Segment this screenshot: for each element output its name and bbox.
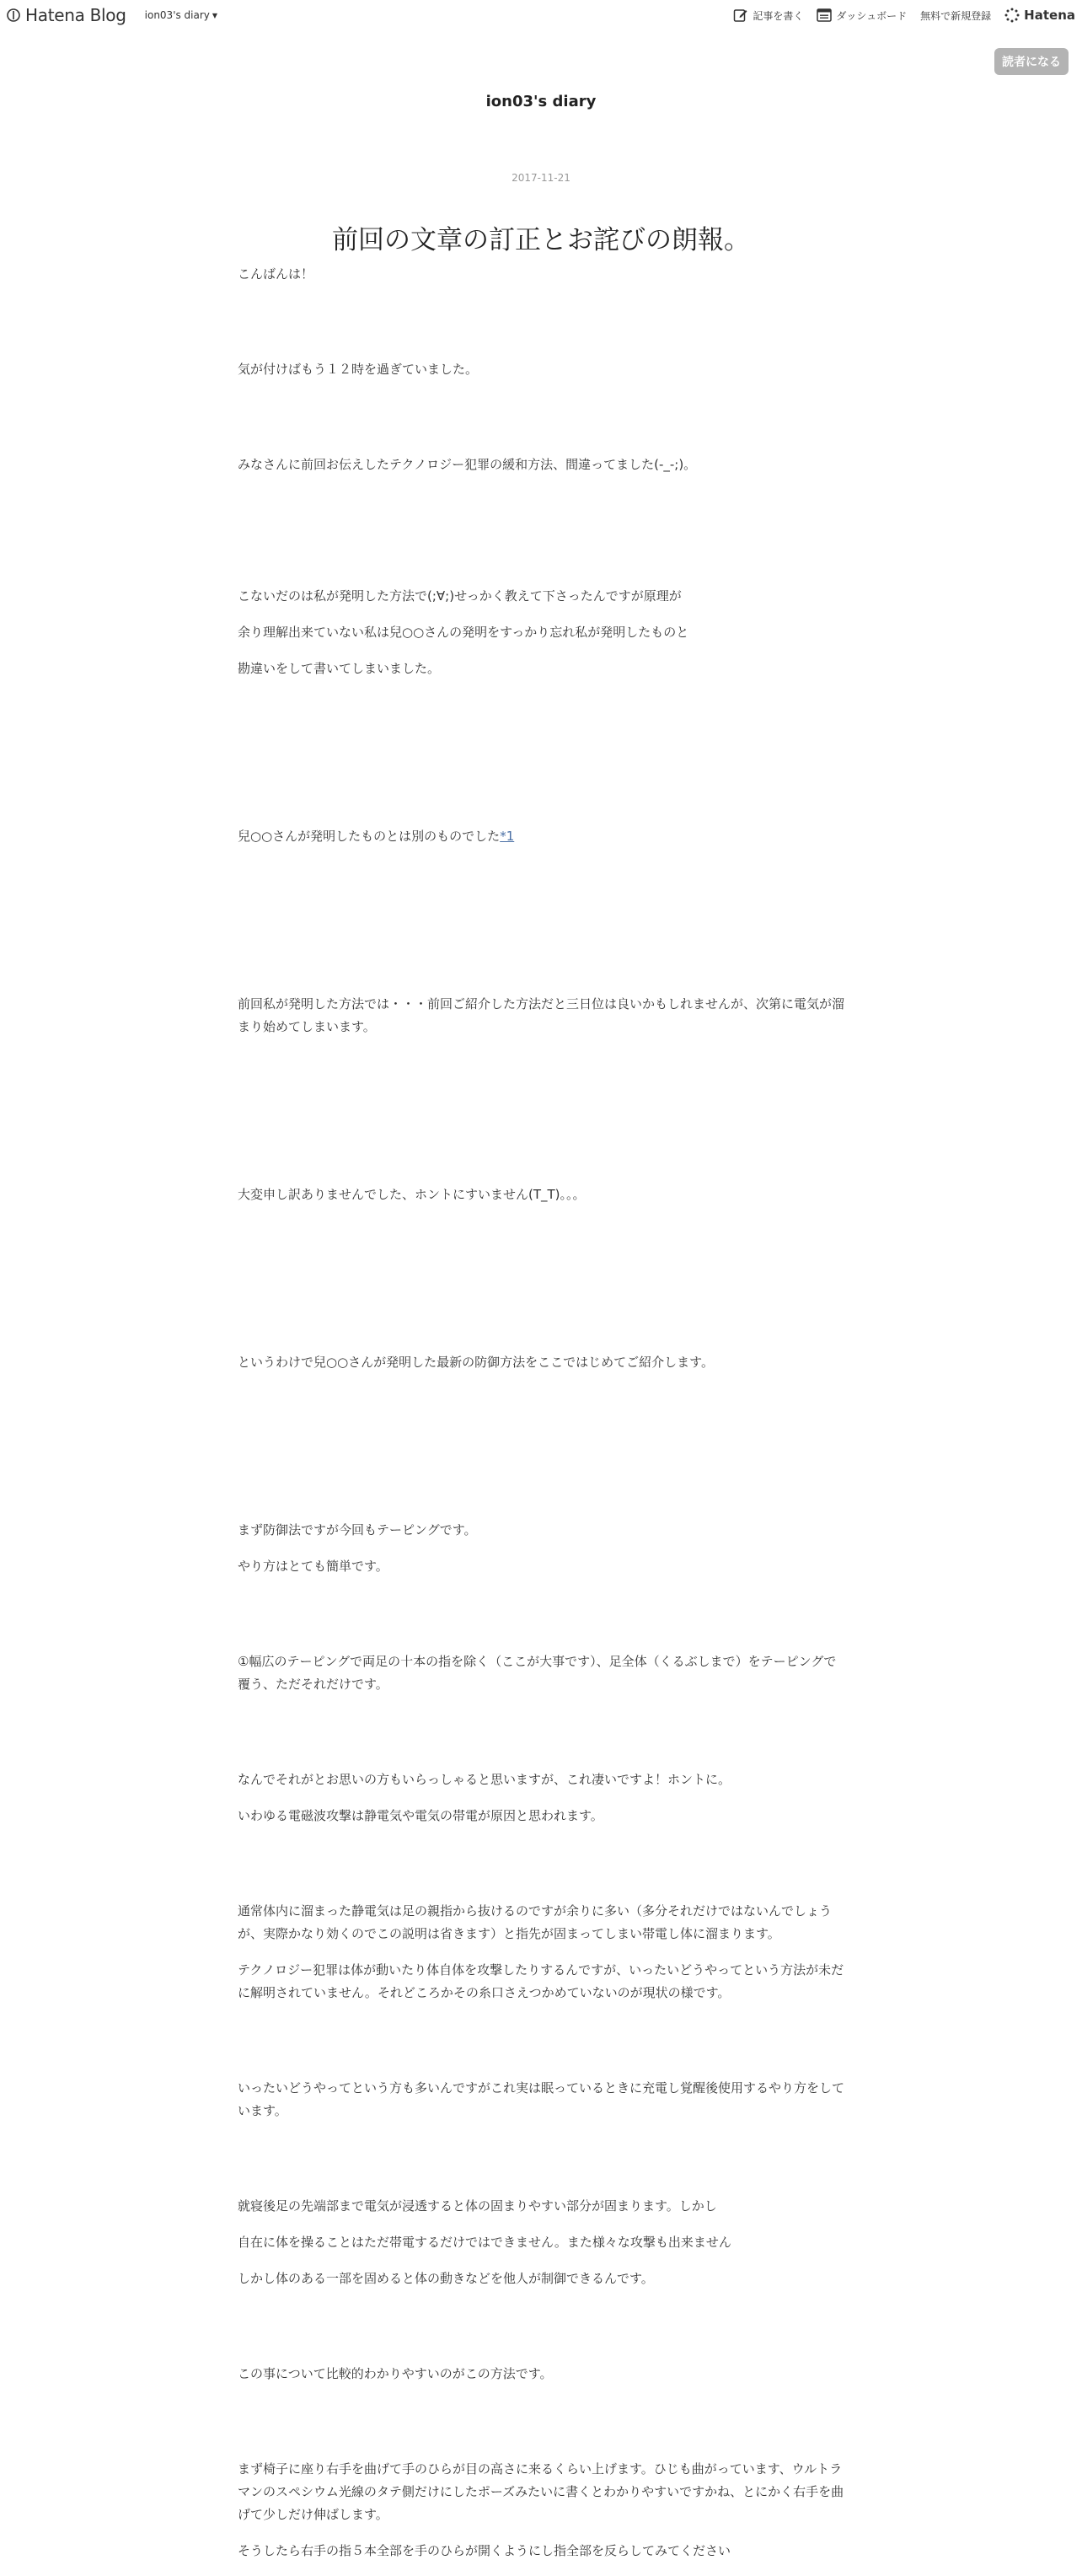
paragraph: この事について比較的わかりやすいのがこの方法です。	[238, 2366, 553, 2381]
brand-label: Hatena Blog	[25, 5, 126, 25]
blog-switcher-label: ion03's diary	[144, 9, 210, 21]
paragraph: みなさんに前回お伝えしたテクノロジー犯罪の緩和方法、間違ってました(-_-;)。	[238, 457, 697, 472]
hatena-blog-logo[interactable]	[7, 5, 126, 25]
write-entry-label: 記事を書く	[753, 9, 804, 22]
paragraph: 余り理解出来ていない私は兒○○さんの発明をすっかり忘れ私が発明したものと	[238, 625, 689, 640]
paragraph: なんでそれがとお思いの方もいらっしゃると思いますが、これ凄いですよ！ホントに。	[238, 1772, 731, 1787]
paragraph: 勘違いをして書いてしまいました。	[238, 661, 441, 676]
caret-down-icon: ▼	[212, 11, 218, 19]
paragraph: やり方はとても簡単です。	[238, 1559, 388, 1574]
paragraph-with-footnote: 兒○○さんが発明したものとは別のものでした*1	[238, 829, 515, 844]
hatena-menu[interactable]	[1004, 8, 1075, 23]
dashboard-label: ダッシュボード	[836, 9, 908, 22]
blog-switcher[interactable]	[145, 9, 217, 21]
paragraph: そうしたら右手の指５本全部を手のひらが開くようにし指全部を反らしてみてください	[238, 2543, 731, 2558]
footnote-link[interactable]: *1	[500, 829, 515, 844]
paragraph: まず椅子に座り右手を曲げて手のひらが目の高さに来るくらい上げます。ひじも曲がっています、ウルトラマンのスペシウム光線のタテ側だけにしたポーズみたいに書くとわかりやすいですかね、とにかく右手を曲げて少しだけ伸ばします。	[238, 2461, 844, 2522]
paragraph: こんばんは！	[238, 266, 314, 282]
hatena-blog-icon	[7, 8, 20, 23]
paragraph: いわゆる電磁波攻撃は静電気や電気の帯電が原因と思われます。	[238, 1808, 603, 1823]
global-header	[0, 0, 1082, 30]
entry-content	[238, 263, 844, 2576]
paragraph: テクノロジー犯罪は体が動いたり体自体を攻撃したりするんですが、いったいどうやってという方法が未だに解明されていません。それどころかその糸口さえつかめていないのが現状の様です。	[238, 1962, 844, 2000]
write-entry-link[interactable]	[733, 8, 803, 23]
paragraph: ①幅広のテーピングで両足の十本の指を除く（ここが大事です）、足全体（くるぶしまで）をテーピングで覆う、ただそれだけです。	[238, 1654, 837, 1692]
paragraph: 通常体内に溜まった静電気は足の親指から抜けるのですが余りに多い（多分それだけではないんでしょうが、実際かなり効くのでこの説明は省きます）と指先が固まってしまい帯電し体に溜まります。	[238, 1903, 833, 1941]
paragraph: しかし体のある一部を固めると体の動きなどを他人が制御できるんです。	[238, 2271, 654, 2286]
blog-title[interactable]: ion03's diary	[485, 93, 597, 110]
hatena-dots-icon	[1004, 8, 1020, 23]
paragraph: こないだのは私が発明した方法で(;∀;)せっかく教えて下さったんですが原理が	[238, 588, 682, 604]
signup-label: 無料で新規登録	[920, 9, 992, 22]
paragraph: まず防御法ですが今回もテーピングです。	[238, 1522, 477, 1538]
paragraph: 就寝後足の先端部まで電気が浸透すると体の固まりやすい部分が固まります。しかし	[238, 2198, 717, 2214]
paragraph: 前回私が発明した方法では・・・前回ご紹介した方法だと三日位は良いかもしれませんが、次第に電気が溜まり始めてしまいます。	[238, 996, 845, 1034]
entry-title[interactable]: 前回の文章の訂正とお詫びの朗報。	[332, 224, 750, 255]
paragraph: 自在に体を操ることはただ帯電するだけではできません。また様々な攻撃も出来ません	[238, 2235, 731, 2250]
dashboard-icon	[817, 8, 832, 22]
paragraph: というわけで兒○○さんが発明した最新の防御方法をここではじめてご紹介します。	[238, 1355, 714, 1370]
signup-link[interactable]	[920, 8, 991, 23]
paragraph: 気が付けばもう１２時を過ぎていました。	[238, 362, 479, 377]
paragraph: 大変申し訳ありませんでした、ホントにすいません(T_T)。。。	[238, 1187, 586, 1202]
entry-date[interactable]: 2017-11-21	[512, 172, 570, 184]
paragraph: いったいどうやってという方も多いんですがこれ実は眠っているときに充電し覚醒後使用するやり方をしています。	[238, 2080, 845, 2118]
dashboard-link[interactable]	[817, 8, 907, 23]
hatena-label: Hatena	[1024, 8, 1075, 23]
pencil-square-icon	[733, 8, 748, 23]
subscribe-button[interactable]: 読者になる	[994, 48, 1069, 75]
